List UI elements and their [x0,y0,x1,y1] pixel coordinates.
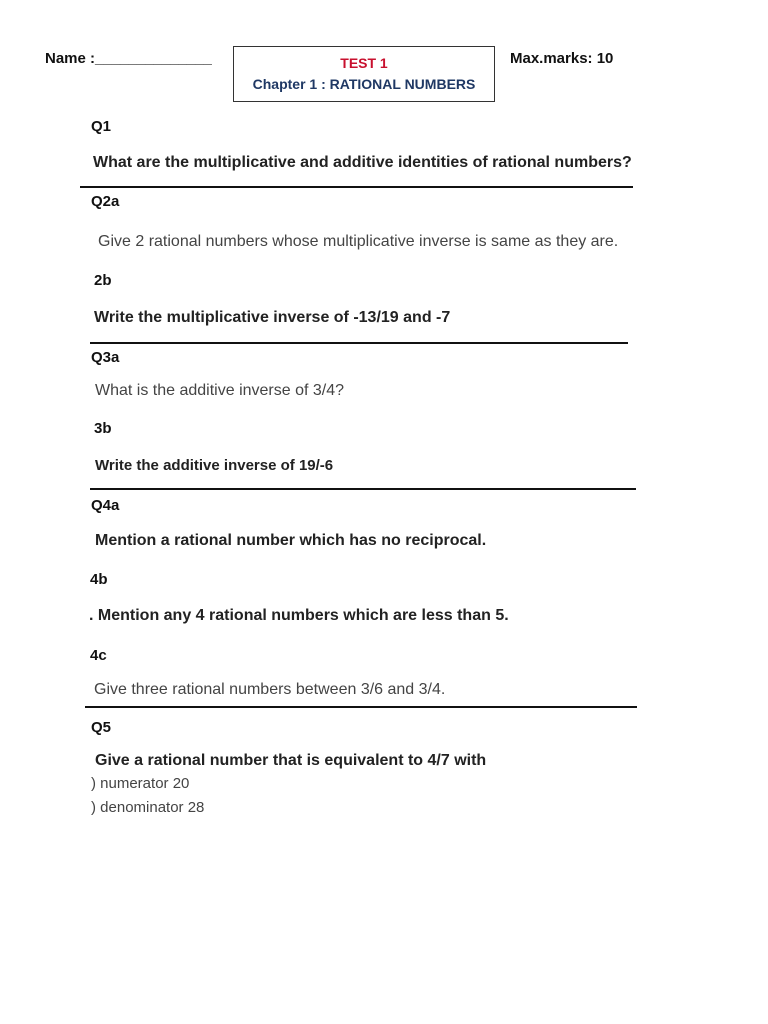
question-subpart-i: ) numerator 20 [91,775,190,792]
question-label-3b: 3b [94,420,112,437]
question-text-q5: Give a rational number that is equivalent to 4/7 with [95,752,487,769]
question-label-2b: 2b [94,272,112,289]
question-text-4b: . Mention any 4 rational numbers which are less than 5. [89,607,509,624]
question-label-4c: 4c [90,647,107,664]
separator-line [90,342,628,344]
question-label-q4a: Q4a [91,497,120,514]
question-text-q1: What are the multiplicative and additive identities of rational numbers? [93,154,632,171]
question-label-q5: Q5 [91,719,112,736]
question-label-q3a: Q3a [91,349,120,366]
separator-line [90,488,636,490]
max-marks: Max.marks: 10 [510,50,614,67]
question-subpart-ii: ) denominator 28 [91,799,205,816]
question-text-3b: Write the additive inverse of 19/-6 [95,457,334,474]
separator-line [80,186,633,188]
question-text-q4a: Mention a rational number which has no reciprocal. [95,532,487,549]
question-label-q1: Q1 [91,118,112,135]
test-title: TEST 1 [340,55,388,71]
title-box [233,46,495,102]
question-text-2b: Write the multiplicative inverse of -13/19 and -7 [94,309,451,326]
name-field: Name :______________ [45,50,212,67]
question-label-q2a: Q2a [91,193,120,210]
question-text-4c: Give three rational numbers between 3/6 and 3/4. [94,681,446,698]
question-text-q3a: What is the additive inverse of 3/4? [95,382,345,399]
question-text-q2a: Give 2 rational numbers whose multiplicative inverse is same as they are. [98,233,619,250]
chapter-title: Chapter 1 : RATIONAL NUMBERS [252,76,476,92]
separator-line [85,706,637,708]
question-label-4b: 4b [90,571,108,588]
